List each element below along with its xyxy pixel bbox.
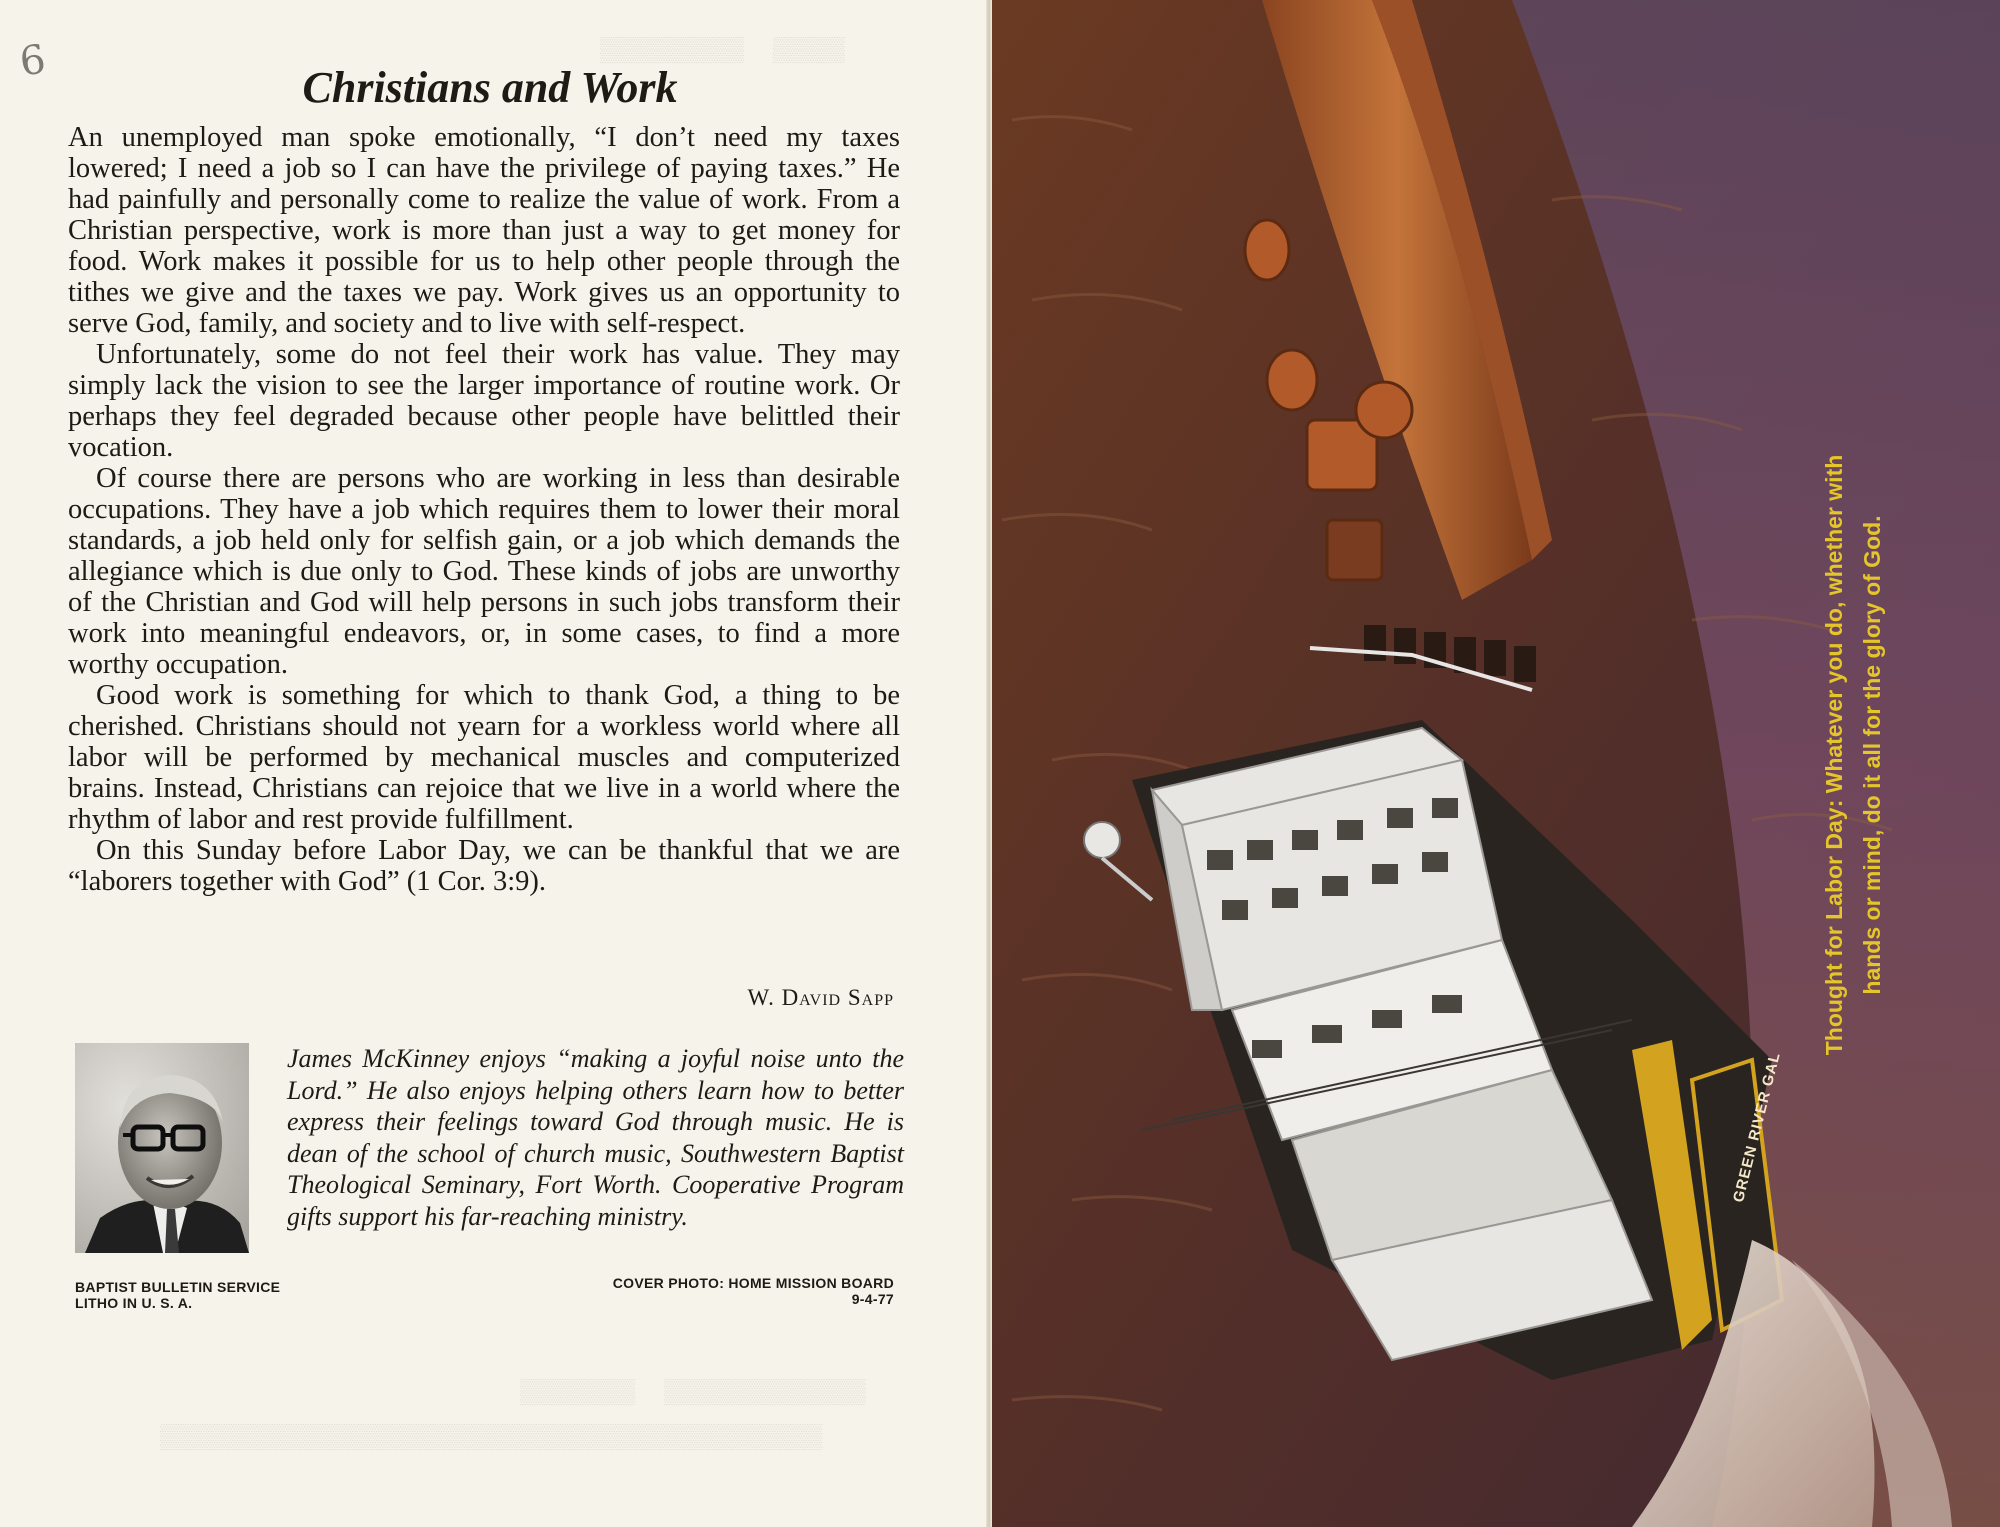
bio-paragraph: James McKinney enjoys “making a joyful noise unto the Lord.” He also enjoys helping others learn how to better express their feelings toward God through music. He is dean of the school of church music, Southwestern Baptist Theological Seminary, Fort Worth. Cooperative Program gifts support his far-reaching ministry. xyxy=(287,1044,904,1231)
article-byline: W. David Sapp xyxy=(747,985,894,1010)
show-through-text: ▒▒▒▒▒▒▒▒▒▒ ▒▒▒▒▒ xyxy=(600,38,845,65)
article-paragraph: An unemployed man spoke emotionally, “I don’t need my taxes lowered; I need a job so I can have the privilege of paying taxes.” He had painfully and personally come to realize the value of work. From a Christian perspective, work is more than just a way to get money for food. Work makes it possible for us to help other people through the tithes we give and the taxes we pay. Work gives us an opportunity to serve God, family, and society and to live with self-respect. xyxy=(68,122,900,339)
article-title: Christians and Work xyxy=(302,63,678,112)
publisher-credit xyxy=(75,1279,280,1311)
photo-credit xyxy=(613,1275,894,1307)
publisher-line: BAPTIST BULLETIN SERVICE xyxy=(75,1279,281,1295)
photo-credit-line: COVER PHOTO: HOME MISSION BOARD xyxy=(612,1275,894,1291)
show-through-text: ▒▒▒▒▒▒▒▒▒▒▒▒▒▒▒▒▒▒▒▒▒▒▒▒▒▒▒▒▒▒▒▒▒▒▒▒▒▒▒▒▒▒▒▒▒▒ xyxy=(160,1425,823,1452)
printing-line: LITHO IN U. S. A. xyxy=(75,1295,193,1311)
article-paragraph: On this Sunday before Labor Day, we can be thankful that we are “laborers together with God” (1 Cor. 3:9). xyxy=(68,835,900,897)
portrait-photo xyxy=(75,1043,249,1253)
boat-name: GREEN RIVER GAL xyxy=(1730,1050,1784,1205)
issue-date: 9-4-77 xyxy=(851,1291,894,1307)
article-paragraph: Unfortunately, some do not feel their work has value. They may simply lack the vision to see the larger importance of routine work. Or perhaps they feel degraded because other people have belittled their vocation. xyxy=(68,339,900,463)
thought-line-1: Thought for Labor Day: Whatever you do, whether with xyxy=(1821,454,1847,1056)
thought-line-2: hands or mind, do it all for the glory of God. xyxy=(1859,515,1885,995)
article-paragraph: Good work is something for which to thank God, a thing to be cherished. Christians should not yearn for a workless world where all labor will be performed by mechanical muscles and computerized brains. Instead, Christians can rejoice that we live in a world where the rhythm of labor and rest provide fulfillment. xyxy=(68,680,900,835)
show-through-text: ▒▒▒▒▒▒▒▒ ▒▒▒▒▒▒▒▒▒▒▒▒▒▒ xyxy=(520,1380,866,1407)
article-body xyxy=(68,122,900,897)
bulletin-back-page xyxy=(0,0,990,1527)
article-paragraph: Of course there are persons who are working in less than desirable occupations. They have a job which requires them to lower their moral standards, a job held only for selfish gain, or a job which demands the allegiance which is due only to God. These kinds of jobs are unworthy of the Christian and God will help persons in such jobs transform their work into meaningful endeavors, or, in some cases, to find a more worthy occupation. xyxy=(68,463,900,680)
page-mark: 6 xyxy=(16,36,49,86)
